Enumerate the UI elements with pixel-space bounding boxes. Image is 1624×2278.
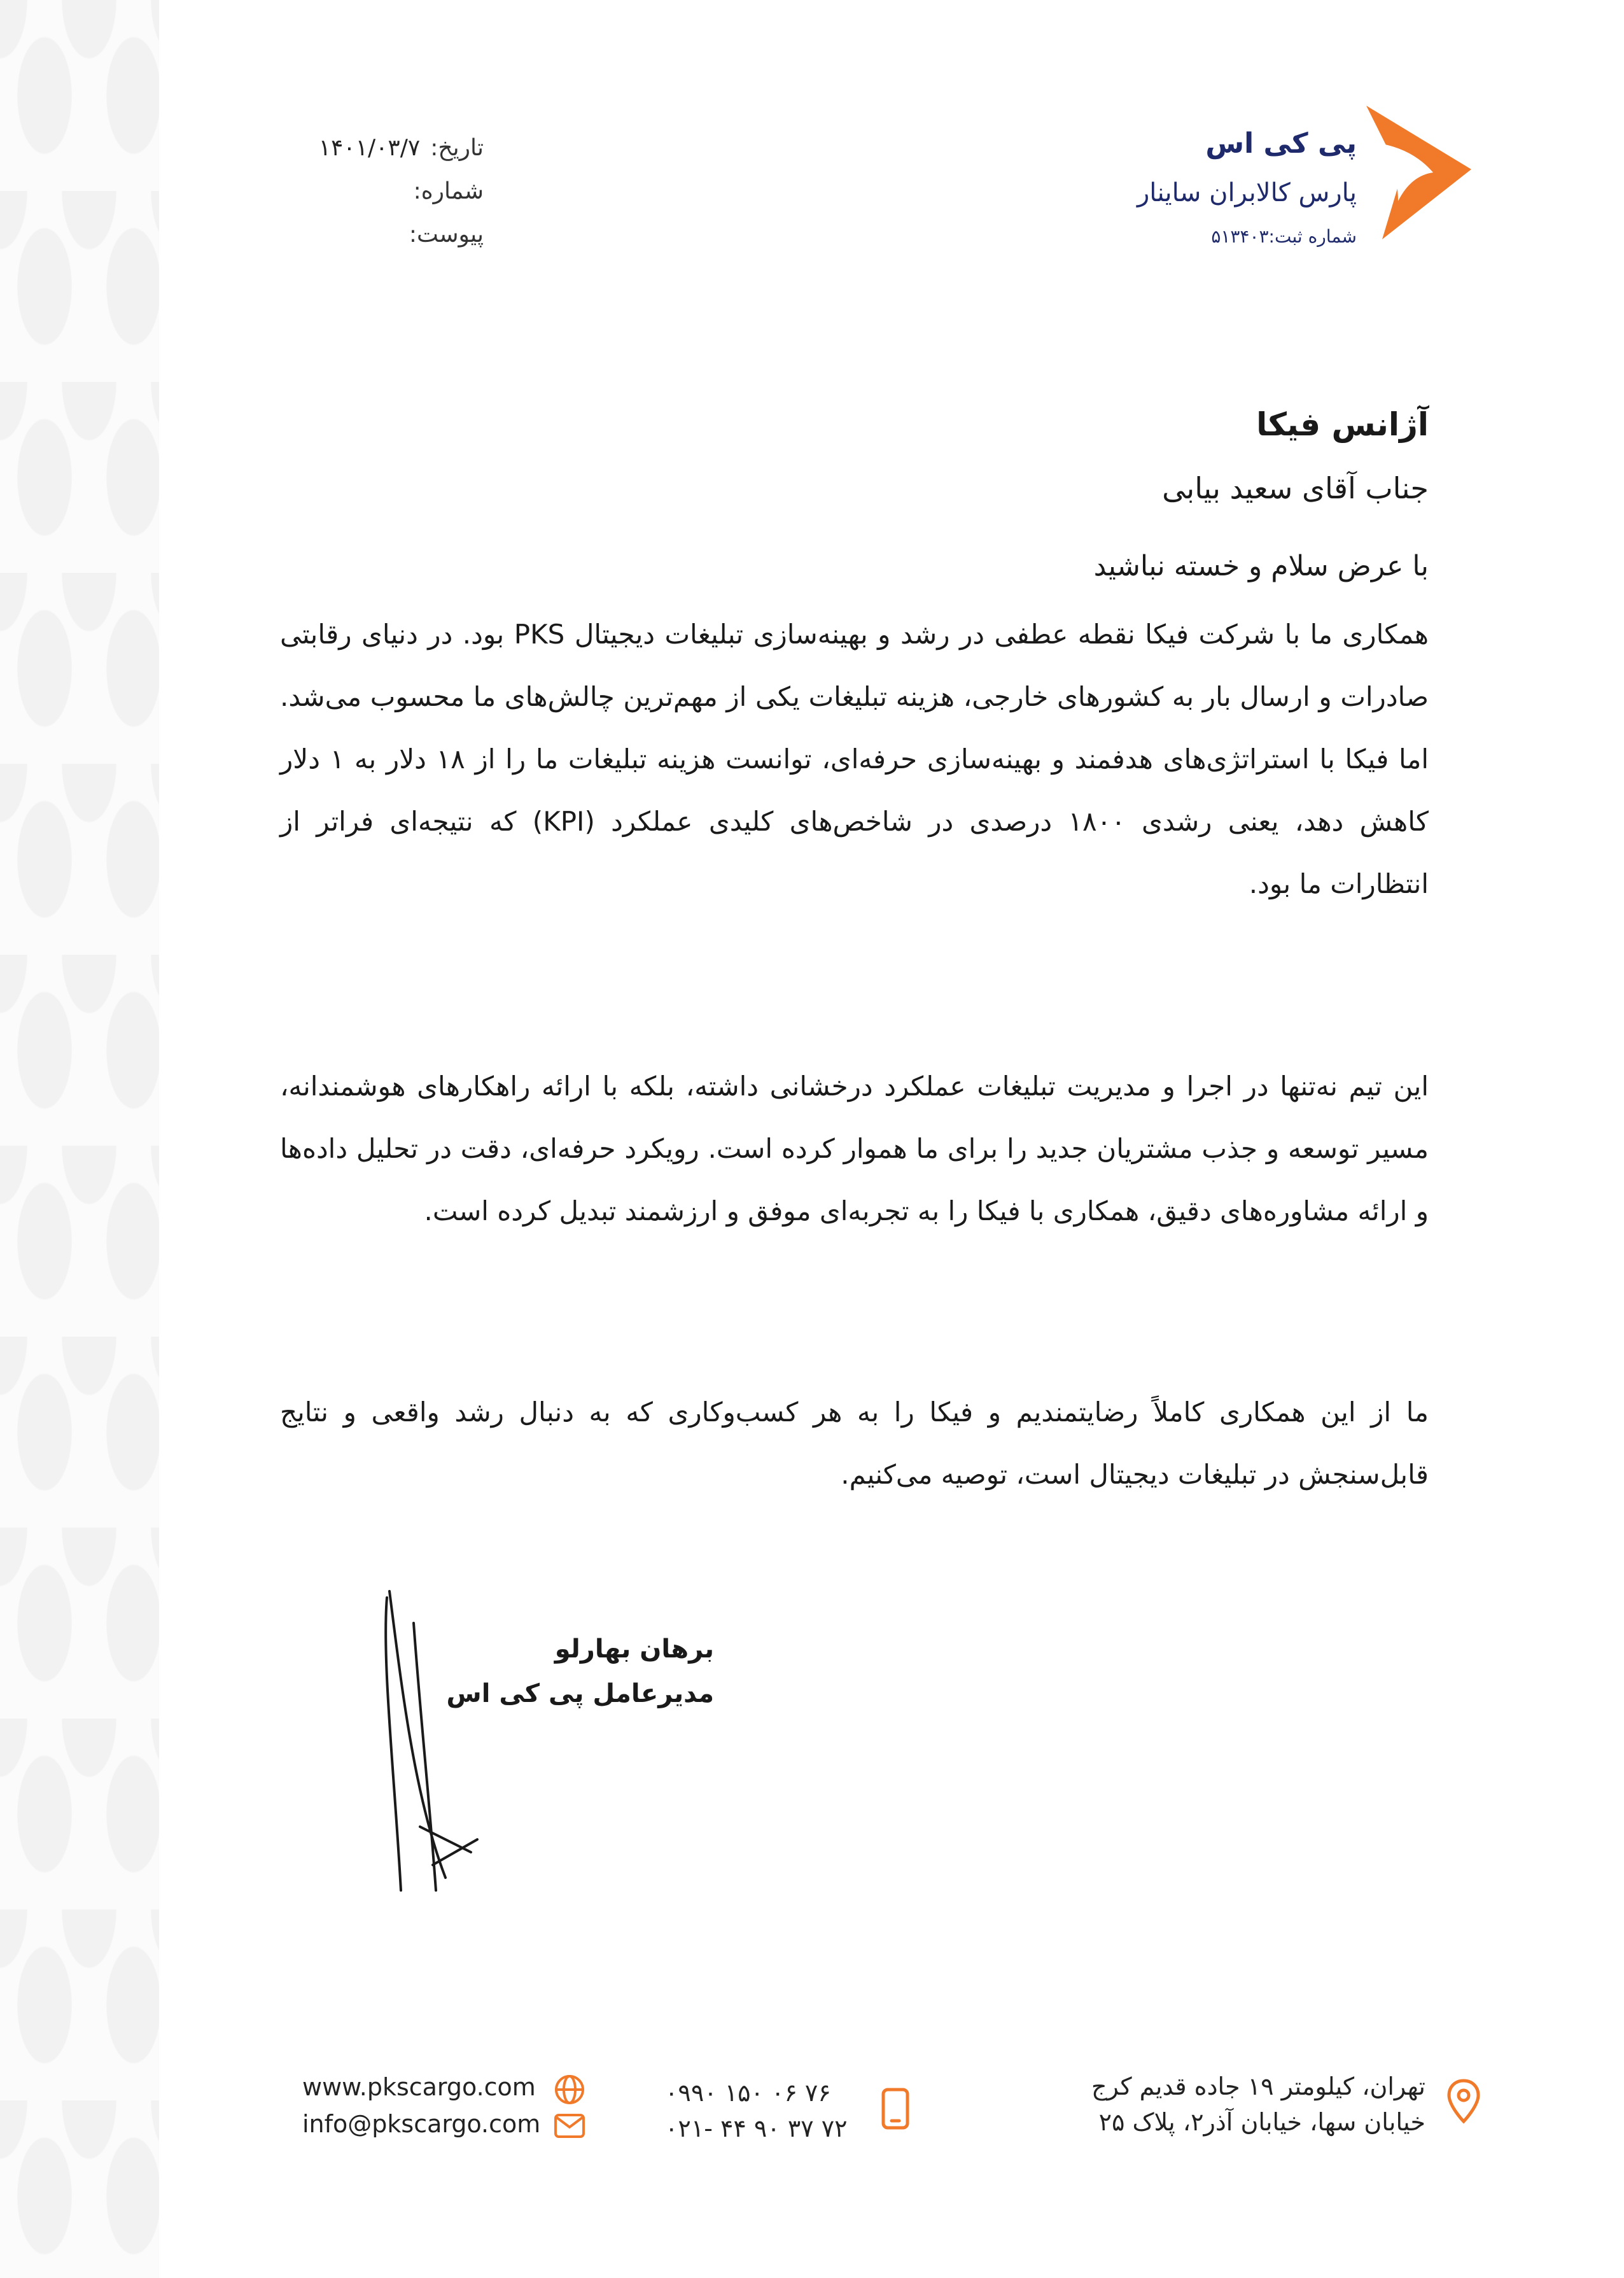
handwritten-signature bbox=[375, 1585, 515, 1916]
signer-name: برهان بهارلو bbox=[554, 1635, 714, 1664]
greeting: با عرض سلام و خسته نباشید bbox=[1093, 550, 1429, 582]
attachment-label: پیوست: bbox=[409, 221, 484, 248]
attachment-row bbox=[229, 221, 484, 265]
footer-phones bbox=[665, 2075, 848, 2146]
letter-meta bbox=[229, 135, 484, 265]
globe-icon bbox=[554, 2074, 585, 2106]
footer-address bbox=[1091, 2069, 1425, 2140]
email-link[interactable]: info@pkscargo.com bbox=[302, 2110, 541, 2138]
logo-mark-icon bbox=[1363, 106, 1471, 239]
brand-short-name: پی کی اس bbox=[1205, 127, 1357, 160]
footer-web bbox=[302, 2069, 540, 2142]
phone-1[interactable]: ۰۹۹۰ ۱۵۰ ۰۶ ۷۶ bbox=[665, 2079, 831, 2107]
location-pin-icon bbox=[1446, 2078, 1481, 2124]
company-logo bbox=[1051, 102, 1471, 267]
body-paragraph-2: این تیم نه‌تنها در اجرا و مدیریت تبلیغات عملکرد درخشانی داشته، بلکه با ارائه راهکارهای هوشمندانه، مسیر توسعه و جذب مشتریان جدید را برای ما هموار کرده است. رویکرد حرفه‌ای، دقت در تحلیل داده‌ها و ارائه مشاوره‌های دقیق، همکاری با فیکا را به تجربه‌ای موفق و ارزشمند تبدیل کرده است. bbox=[280, 1071, 1429, 1227]
mail-icon bbox=[554, 2113, 585, 2139]
signer-title: مدیرعامل پی کی اس bbox=[446, 1679, 714, 1708]
date-row bbox=[229, 135, 484, 178]
website-link[interactable]: www.pkscargo.com bbox=[302, 2073, 536, 2101]
address-line-1: تهران، کیلومتر ۱۹ جاده قدیم کرج bbox=[1091, 2072, 1425, 2100]
phone-2[interactable]: ۰۲۱- ۴۴ ۹۰ ۳۷ ۷۲ bbox=[665, 2114, 848, 2142]
phone-icon bbox=[881, 2088, 909, 2130]
recipient-person: جناب آقای سعید بیابی bbox=[1162, 471, 1429, 505]
registration-number: شماره ثبت:۵۱۳۴۰۳ bbox=[1211, 226, 1357, 247]
address-line-2: خیابان سها، خیابان آذر۲، پلاک ۲۵ bbox=[1098, 2108, 1425, 2136]
body-paragraph-3: ما از این همکاری کاملاً رضایتمندیم و فیکا را به هر کسب‌وکاری که به دنبال رشد واقعی و نتایج قابل‌سنجش در تبلیغات دیجیتال است، توصیه می‌کنیم. bbox=[280, 1396, 1429, 1490]
date-value: ۱۴۰۱/۰۳/۷ bbox=[318, 135, 421, 161]
date-label: تاریخ: bbox=[430, 135, 484, 161]
decorative-side-pattern bbox=[0, 0, 159, 2278]
body-paragraph-1: همکاری ما با شرکت فیکا نقطه عطفی در رشد و بهینه‌سازی تبلیغات دیجیتال PKS بود. در دنیای رقابتی صادرات و ارسال بار به کشورهای خارجی، هزینه تبلیغات یکی از مهم‌ترین چالش‌های ما محسوب می‌شد. اما فیکا با استراتژی‌های هدفمند و بهینه‌سازی حرفه‌ای، توانست هزینه تبلیغات ما را از ۱۸ دلار به ۱ دلار کاهش دهد، یعنی رشدی ۱۸۰۰ درصدی در شاخص‌های کلیدی عملکرد (KPI) که نتیجه‌ای فراتر از انتظارات ما بود. bbox=[280, 619, 1429, 899]
brand-full-name: پارس کالابران ساینار bbox=[1137, 178, 1357, 207]
number-label: شماره: bbox=[413, 178, 484, 204]
number-row bbox=[229, 178, 484, 221]
recipient-org: آژانس فیکا bbox=[1256, 406, 1429, 443]
